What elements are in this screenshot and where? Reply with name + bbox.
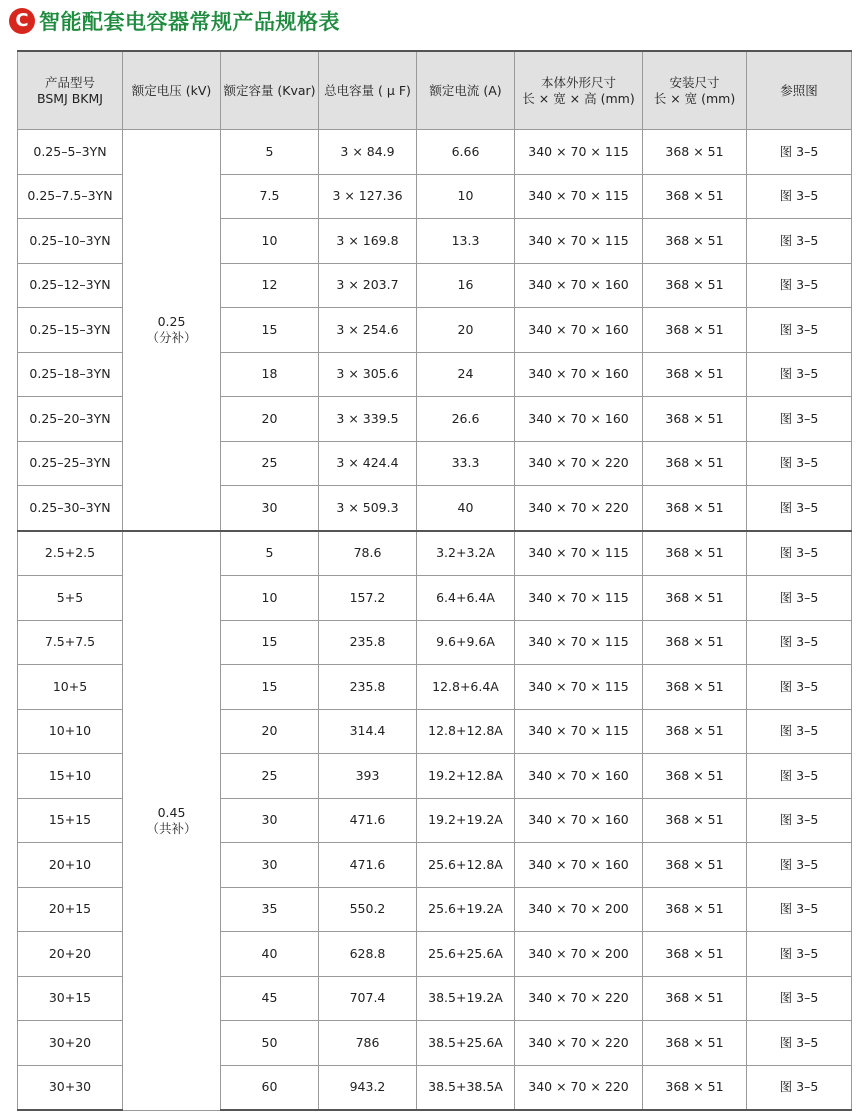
cell-mount-size: 368 × 51: [643, 843, 747, 888]
cell-mount-size: 368 × 51: [643, 665, 747, 710]
cell-mount-size: 368 × 51: [643, 263, 747, 308]
cell-capacitance: 3 × 305.6: [319, 352, 417, 397]
cell-current: 26.6: [417, 397, 515, 442]
cell-model: 0.25–20–3YN: [18, 397, 123, 442]
cell-reference: 图 3–5: [747, 976, 852, 1021]
header-text: 安装尺寸: [669, 74, 720, 90]
cell-reference: 图 3–5: [747, 308, 852, 353]
cell-body-size: 340 × 70 × 220: [515, 441, 643, 486]
cell-model: 0.25–12–3YN: [18, 263, 123, 308]
header-text: 额定容量 (Kvar): [223, 82, 316, 98]
cell-capacity: 30: [221, 486, 319, 531]
cell-body-size: 340 × 70 × 115: [515, 531, 643, 576]
cell-reference: 图 3–5: [747, 263, 852, 308]
voltage-note: （分补）: [146, 329, 197, 345]
cell-current: 9.6+9.6A: [417, 620, 515, 665]
cell-reference: 图 3–5: [747, 174, 852, 219]
cell-current: 38.5+38.5A: [417, 1065, 515, 1110]
cell-capacitance: 3 × 127.36: [319, 174, 417, 219]
cell-model: 20+10: [18, 843, 123, 888]
cell-capacity: 15: [221, 620, 319, 665]
cell-mount-size: 368 × 51: [643, 887, 747, 932]
cell-model: 0.25–5–3YN: [18, 130, 123, 175]
cell-capacity: 10: [221, 576, 319, 621]
cell-capacity: 30: [221, 798, 319, 843]
cell-current: 33.3: [417, 441, 515, 486]
cell-capacitance: 314.4: [319, 709, 417, 754]
cell-capacity: 10: [221, 219, 319, 264]
cell-body-size: 340 × 70 × 160: [515, 843, 643, 888]
cell-capacity: 5: [221, 531, 319, 576]
cell-reference: 图 3–5: [747, 887, 852, 932]
header-model: [18, 51, 123, 130]
cell-capacitance: 471.6: [319, 843, 417, 888]
table-row: [18, 531, 852, 576]
header-text: 产品型号: [44, 74, 95, 90]
cell-current: 16: [417, 263, 515, 308]
cell-mount-size: 368 × 51: [643, 308, 747, 353]
cell-capacity: 20: [221, 397, 319, 442]
cell-mount-size: 368 × 51: [643, 397, 747, 442]
header-text: 长 × 宽 × 高 (mm): [522, 90, 635, 106]
cell-current: 20: [417, 308, 515, 353]
cell-mount-size: 368 × 51: [643, 174, 747, 219]
cell-voltage: [123, 130, 221, 531]
cell-model: 15+15: [18, 798, 123, 843]
header-text: 总电容量 ( μ F): [324, 82, 411, 98]
cell-mount-size: 368 × 51: [643, 486, 747, 531]
cell-reference: 图 3–5: [747, 531, 852, 576]
cell-capacity: 35: [221, 887, 319, 932]
cell-model: 0.25–7.5–3YN: [18, 174, 123, 219]
cell-mount-size: 368 × 51: [643, 576, 747, 621]
cell-model: 30+15: [18, 976, 123, 1021]
cell-reference: 图 3–5: [747, 352, 852, 397]
table-header-row: [18, 51, 852, 130]
cell-model: 0.25–18–3YN: [18, 352, 123, 397]
cell-mount-size: 368 × 51: [643, 352, 747, 397]
voltage-note: （共补）: [146, 820, 197, 836]
cell-capacitance: 786: [319, 1021, 417, 1066]
cell-body-size: 340 × 70 × 115: [515, 174, 643, 219]
cell-capacity: 25: [221, 754, 319, 799]
voltage-value: 0.25: [157, 314, 186, 330]
cell-reference: 图 3–5: [747, 441, 852, 486]
cell-capacitance: 3 × 169.8: [319, 219, 417, 264]
header-mount-size: [643, 51, 747, 130]
spec-table: [17, 50, 852, 1111]
cell-body-size: 340 × 70 × 200: [515, 887, 643, 932]
cell-body-size: 340 × 70 × 160: [515, 798, 643, 843]
cell-capacity: 5: [221, 130, 319, 175]
cell-model: 30+30: [18, 1065, 123, 1110]
cell-capacity: 40: [221, 932, 319, 977]
cell-model: 30+20: [18, 1021, 123, 1066]
cell-mount-size: 368 × 51: [643, 754, 747, 799]
cell-reference: 图 3–5: [747, 397, 852, 442]
cell-model: 5+5: [18, 576, 123, 621]
cell-mount-size: 368 × 51: [643, 531, 747, 576]
cell-model: 0.25–10–3YN: [18, 219, 123, 264]
cell-capacitance: 235.8: [319, 620, 417, 665]
header-voltage: [123, 51, 221, 130]
header-body-size: [515, 51, 643, 130]
header-reference: [747, 51, 852, 130]
table-body: [18, 130, 852, 1111]
cell-capacity: 15: [221, 308, 319, 353]
cell-reference: 图 3–5: [747, 620, 852, 665]
cell-model: 15+10: [18, 754, 123, 799]
cell-body-size: 340 × 70 × 160: [515, 308, 643, 353]
cell-model: 20+20: [18, 932, 123, 977]
cell-body-size: 340 × 70 × 220: [515, 1021, 643, 1066]
cell-capacity: 7.5: [221, 174, 319, 219]
cell-mount-size: 368 × 51: [643, 1021, 747, 1066]
header-text: 本体外形尺寸: [540, 74, 616, 90]
cell-current: 13.3: [417, 219, 515, 264]
cell-body-size: 340 × 70 × 115: [515, 620, 643, 665]
cell-capacitance: 3 × 203.7: [319, 263, 417, 308]
cell-current: 38.5+19.2A: [417, 976, 515, 1021]
table-row: [18, 130, 852, 175]
cell-body-size: 340 × 70 × 160: [515, 754, 643, 799]
cell-current: 12.8+6.4A: [417, 665, 515, 710]
cell-voltage: [123, 531, 221, 1111]
cell-capacitance: 628.8: [319, 932, 417, 977]
cell-reference: 图 3–5: [747, 798, 852, 843]
cell-current: 38.5+25.6A: [417, 1021, 515, 1066]
cell-reference: 图 3–5: [747, 486, 852, 531]
cell-model: 10+5: [18, 665, 123, 710]
cell-current: 25.6+12.8A: [417, 843, 515, 888]
cell-capacitance: 3 × 424.4: [319, 441, 417, 486]
cell-body-size: 340 × 70 × 115: [515, 665, 643, 710]
brand-logo-icon: [9, 8, 35, 34]
cell-mount-size: 368 × 51: [643, 130, 747, 175]
cell-reference: 图 3–5: [747, 754, 852, 799]
cell-body-size: 340 × 70 × 220: [515, 976, 643, 1021]
cell-reference: 图 3–5: [747, 1065, 852, 1110]
cell-capacity: 50: [221, 1021, 319, 1066]
cell-current: 19.2+19.2A: [417, 798, 515, 843]
cell-body-size: 340 × 70 × 220: [515, 486, 643, 531]
cell-reference: 图 3–5: [747, 219, 852, 264]
header-text: BSMJ BKMJ: [37, 90, 103, 106]
cell-capacitance: 943.2: [319, 1065, 417, 1110]
cell-reference: 图 3–5: [747, 576, 852, 621]
cell-mount-size: 368 × 51: [643, 709, 747, 754]
cell-current: 6.4+6.4A: [417, 576, 515, 621]
cell-model: 10+10: [18, 709, 123, 754]
cell-mount-size: 368 × 51: [643, 798, 747, 843]
cell-capacity: 45: [221, 976, 319, 1021]
cell-model: 0.25–30–3YN: [18, 486, 123, 531]
cell-capacitance: 3 × 509.3: [319, 486, 417, 531]
cell-mount-size: 368 × 51: [643, 976, 747, 1021]
cell-reference: 图 3–5: [747, 130, 852, 175]
cell-body-size: 340 × 70 × 115: [515, 576, 643, 621]
voltage-value: 0.45: [157, 804, 186, 820]
cell-current: 19.2+12.8A: [417, 754, 515, 799]
cell-body-size: 340 × 70 × 160: [515, 397, 643, 442]
cell-body-size: 340 × 70 × 200: [515, 932, 643, 977]
cell-capacity: 12: [221, 263, 319, 308]
page-header: [9, 5, 340, 37]
cell-current: 25.6+19.2A: [417, 887, 515, 932]
cell-capacitance: 550.2: [319, 887, 417, 932]
header-current: [417, 51, 515, 130]
cell-reference: 图 3–5: [747, 1021, 852, 1066]
cell-body-size: 340 × 70 × 160: [515, 263, 643, 308]
cell-reference: 图 3–5: [747, 843, 852, 888]
cell-capacity: 25: [221, 441, 319, 486]
cell-mount-size: 368 × 51: [643, 1065, 747, 1110]
cell-capacitance: 78.6: [319, 531, 417, 576]
cell-mount-size: 368 × 51: [643, 620, 747, 665]
header-capacity: [221, 51, 319, 130]
cell-reference: 图 3–5: [747, 709, 852, 754]
cell-body-size: 340 × 70 × 115: [515, 219, 643, 264]
cell-body-size: 340 × 70 × 115: [515, 709, 643, 754]
cell-model: 7.5+7.5: [18, 620, 123, 665]
cell-capacitance: 3 × 254.6: [319, 308, 417, 353]
cell-model: 20+15: [18, 887, 123, 932]
cell-capacitance: 157.2: [319, 576, 417, 621]
header-text: 长 × 宽 (mm): [653, 90, 736, 106]
header-text: 额定电流 (A): [429, 82, 502, 98]
cell-model: 2.5+2.5: [18, 531, 123, 576]
cell-reference: 图 3–5: [747, 665, 852, 710]
cell-reference: 图 3–5: [747, 932, 852, 977]
cell-body-size: 340 × 70 × 160: [515, 352, 643, 397]
cell-current: 10: [417, 174, 515, 219]
cell-capacitance: 3 × 339.5: [319, 397, 417, 442]
cell-current: 6.66: [417, 130, 515, 175]
brand-logo-letter: C: [15, 10, 29, 31]
cell-body-size: 340 × 70 × 115: [515, 130, 643, 175]
cell-mount-size: 368 × 51: [643, 441, 747, 486]
cell-capacitance: 707.4: [319, 976, 417, 1021]
cell-model: 0.25–15–3YN: [18, 308, 123, 353]
cell-capacity: 15: [221, 665, 319, 710]
cell-capacitance: 3 × 84.9: [319, 130, 417, 175]
header-text: 额定电压 (kV): [131, 82, 212, 98]
cell-mount-size: 368 × 51: [643, 219, 747, 264]
header-text: 参照图: [780, 82, 818, 98]
cell-model: 0.25–25–3YN: [18, 441, 123, 486]
cell-capacitance: 393: [319, 754, 417, 799]
cell-current: 24: [417, 352, 515, 397]
cell-current: 3.2+3.2A: [417, 531, 515, 576]
cell-current: 12.8+12.8A: [417, 709, 515, 754]
cell-capacitance: 235.8: [319, 665, 417, 710]
page-title: 智能配套电容器常规产品规格表: [39, 10, 340, 34]
cell-capacitance: 471.6: [319, 798, 417, 843]
cell-capacity: 60: [221, 1065, 319, 1110]
cell-capacity: 18: [221, 352, 319, 397]
header-capacitance: [319, 51, 417, 130]
cell-current: 40: [417, 486, 515, 531]
cell-mount-size: 368 × 51: [643, 932, 747, 977]
cell-current: 25.6+25.6A: [417, 932, 515, 977]
cell-capacity: 20: [221, 709, 319, 754]
cell-body-size: 340 × 70 × 220: [515, 1065, 643, 1110]
cell-capacity: 30: [221, 843, 319, 888]
